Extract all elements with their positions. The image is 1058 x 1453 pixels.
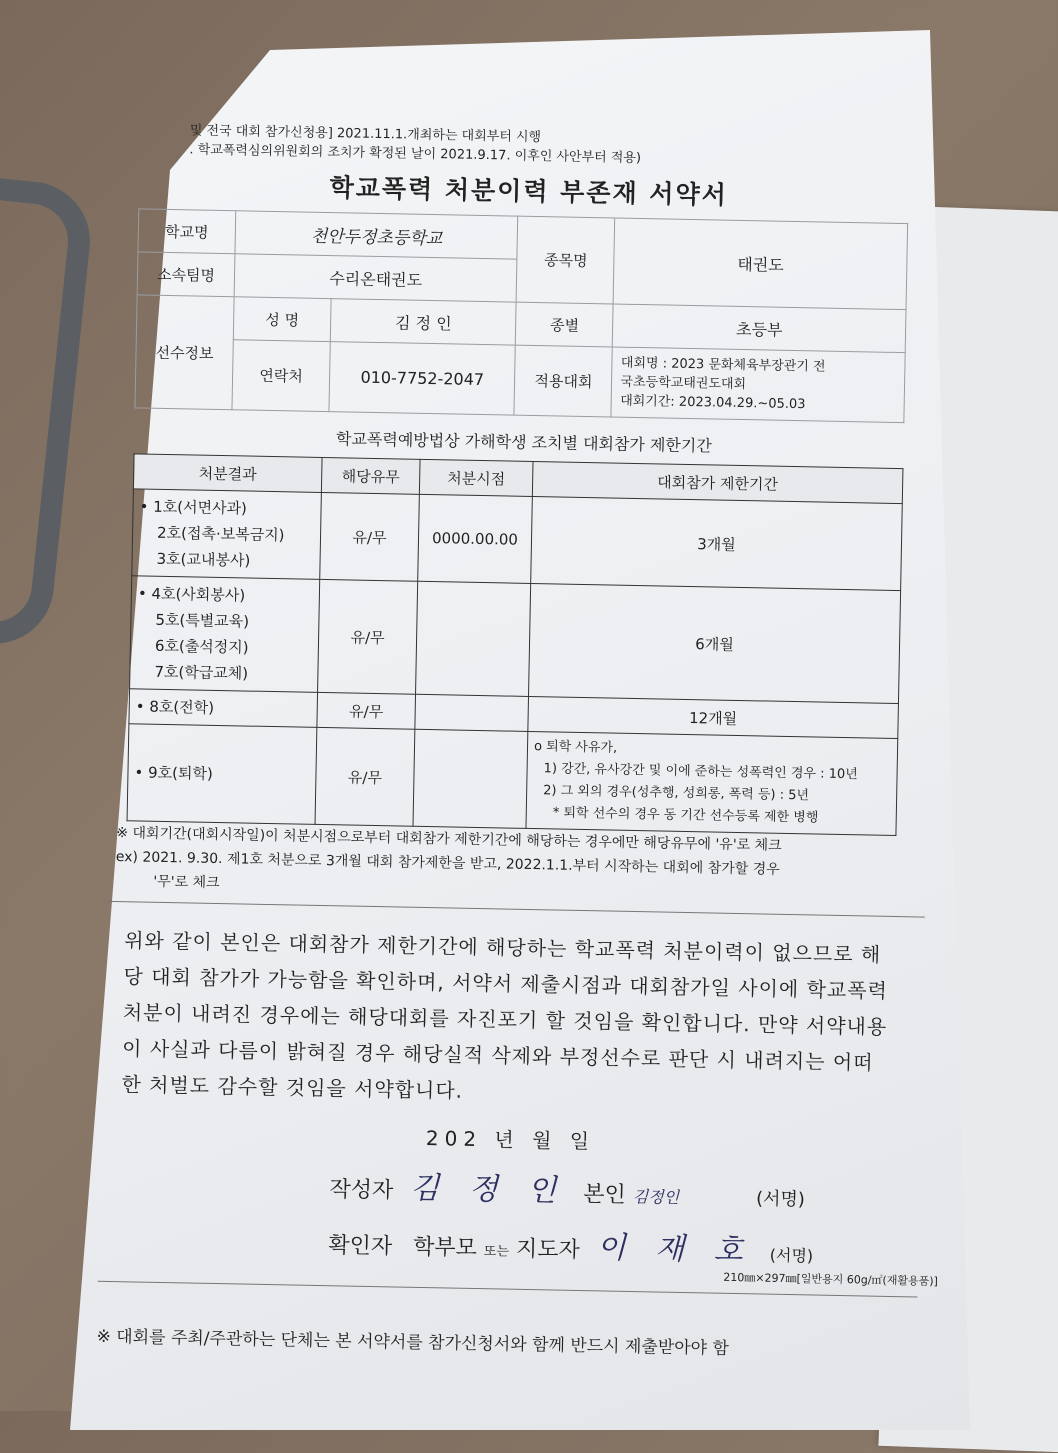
self-signature[interactable]: 김정인 bbox=[632, 1187, 680, 1207]
header-line-1: 및 전국 대회 참가신청용] 2021.11.1.개최하는 대회부터 시행 bbox=[189, 123, 542, 146]
applicable-checkbox[interactable]: 유/무 bbox=[317, 692, 416, 729]
restriction-period: 3개월 bbox=[531, 496, 903, 590]
penalty-date[interactable] bbox=[416, 581, 531, 696]
header-result: 처분결과 bbox=[133, 454, 322, 493]
contact-label: 연락처 bbox=[232, 340, 330, 412]
expulsion-line: 2) 그 외의 경우(성추행, 성희롱, 폭력 등) : 5년 bbox=[543, 783, 810, 804]
penalty-item: 6호(출석정지) bbox=[154, 636, 249, 657]
competition-value bbox=[611, 347, 905, 423]
or-label: 또는 bbox=[483, 1244, 510, 1260]
school-label: 학교명 bbox=[138, 209, 236, 254]
header-applicable: 해당유무 bbox=[321, 457, 420, 494]
team-value: 수리온태권도 bbox=[234, 254, 517, 302]
author-row bbox=[329, 1161, 920, 1216]
notes bbox=[115, 821, 926, 909]
parent-label: 학부모 bbox=[412, 1234, 478, 1262]
table-row bbox=[132, 489, 903, 591]
penalty-item: • 1호(서면사과) bbox=[139, 497, 248, 518]
penalty-date[interactable]: 0000.00.00 bbox=[418, 494, 533, 583]
penalty-item: • 8호(전학) bbox=[135, 697, 215, 717]
restriction-period: 12개월 bbox=[528, 696, 899, 738]
expulsion-line: 1) 강간, 유사강간 및 이에 준하는 성폭력인 경우 : 10년 bbox=[543, 761, 858, 783]
footer-note: ※ 대회를 주최/주관하는 단체는 본 서약서를 참가신청서와 함께 반드시 제출받아야 함 bbox=[96, 1326, 730, 1359]
coach-signature[interactable]: 이 재 호 bbox=[596, 1230, 754, 1269]
penalty-items bbox=[132, 489, 322, 580]
event-label: 종목명 bbox=[517, 216, 616, 304]
division-value: 초등부 bbox=[613, 304, 906, 353]
penalty-section-title: 학교폭력예방법상 가해학생 조치별 대회참가 제한기간 bbox=[335, 429, 712, 456]
confirm-label: 확인자 bbox=[328, 1233, 393, 1260]
penalty-table bbox=[127, 453, 904, 836]
date-line[interactable]: 202 년 월 일 bbox=[425, 1126, 596, 1154]
author-label: 작성자 bbox=[329, 1177, 394, 1204]
contact-value: 010-7752-2047 bbox=[329, 342, 516, 416]
header-period: 대회참가 제한기간 bbox=[532, 461, 903, 503]
info-table bbox=[134, 208, 908, 423]
penalty-items bbox=[129, 689, 318, 728]
competition-name-2: 국초등학교태권도대회 bbox=[620, 374, 747, 393]
sign-mark-1: (서명) bbox=[755, 1188, 806, 1211]
restriction-period: 6개월 bbox=[529, 583, 901, 703]
document-content bbox=[96, 120, 939, 1363]
applicable-checkbox[interactable]: 유/무 bbox=[318, 579, 418, 694]
competition-name-1: 대회명 : 2023 문화체육부장관기 전 bbox=[620, 355, 826, 375]
pledge-text: 위와 같이 본인은 대회참가 제한기간에 해당하는 학교폭력 처분이력이 없으므로 해당 대회 참가가 가능함을 확인하며, 서약서 제출시점과 대회참가일 사이에 학교폭력 처분이 내려진 경우에는 해당대회를 자진포기 할 것임을 확인합니다. 만약 서약내용이 사실과 다름이 밝혀질 경우 해당실적 삭제와 부정선수로 판단 시 내려지는 어떠한 처벌도 감수할 것임을 서약합니다. bbox=[121, 928, 889, 1103]
penalty-item: 3호(교내봉사) bbox=[156, 549, 251, 570]
header-date: 처분시점 bbox=[419, 459, 533, 496]
expulsion-line: o 퇴학 사유가, bbox=[533, 739, 618, 756]
athlete-label: 선수정보 bbox=[135, 295, 234, 410]
penalty-date[interactable] bbox=[413, 729, 528, 828]
document-title: 학교폭력 처분이력 부존재 서약서 bbox=[329, 173, 729, 210]
penalty-item: • 9호(퇴학) bbox=[134, 763, 213, 783]
name-label: 성 명 bbox=[233, 297, 331, 342]
expulsion-line: * 퇴학 선수의 경우 동 기간 선수등록 제한 병행 bbox=[552, 805, 819, 826]
penalty-date[interactable] bbox=[415, 694, 529, 731]
team-label: 소속팀명 bbox=[137, 252, 235, 297]
note-1: ※ 대회기간(대회시작일)이 처분시점으로부터 대회참가 제한기간에 해당하는 경우에만 해당유무에 '유'로 체크 bbox=[116, 825, 782, 854]
coach-label: 지도자 bbox=[515, 1236, 581, 1264]
note-3: '무'로 체크 bbox=[153, 873, 220, 892]
penalty-item: 7호(학급교체) bbox=[154, 662, 249, 683]
note-2: ex) 2021. 9.30. 제1호 처분으로 3개월 대회 참가제한을 받고, 2022.1.1.부터 시작하는 대회에 참가할 경우 bbox=[115, 849, 780, 878]
penalty-item: 5호(특별교육) bbox=[155, 610, 250, 631]
expulsion-period bbox=[526, 731, 898, 835]
competition-period: 대회기간: 2023.04.29.~05.03 bbox=[619, 393, 806, 413]
author-signature[interactable]: 김 정 인 bbox=[409, 1170, 567, 1209]
event-value: 태권도 bbox=[613, 218, 907, 310]
self-label: 본인 bbox=[582, 1182, 626, 1208]
bag-strap bbox=[0, 174, 96, 649]
name-value: 김 정 인 bbox=[330, 299, 516, 346]
header-line-2: . 학교폭력심의위원회의 조치가 확정된 날이 2021.9.17. 이후인 사안부터 적용) bbox=[189, 142, 642, 167]
school-value: 천안두정초등학교 bbox=[235, 211, 518, 259]
applicable-checkbox[interactable]: 유/무 bbox=[315, 727, 415, 826]
competition-label: 적용대회 bbox=[514, 345, 612, 417]
paper-spec: 210㎜×297㎜[일반용지 60g/㎡(재활용품)] bbox=[723, 1270, 938, 1288]
penalty-item: • 4호(사회봉사) bbox=[137, 584, 246, 605]
table-row bbox=[127, 724, 898, 836]
applicable-checkbox[interactable]: 유/무 bbox=[320, 492, 420, 581]
table-row bbox=[130, 576, 901, 704]
penalty-items bbox=[130, 576, 320, 693]
division-label: 종별 bbox=[516, 302, 614, 347]
sign-mark-2: (서명) bbox=[769, 1245, 814, 1266]
penalty-item: 2호(접촉·보복금지) bbox=[156, 523, 285, 545]
penalty-items bbox=[127, 724, 317, 825]
